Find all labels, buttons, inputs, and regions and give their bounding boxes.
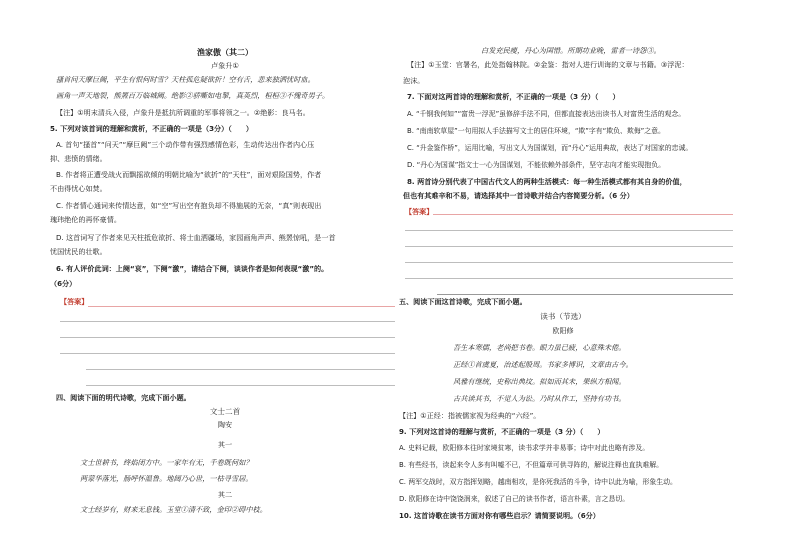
poem3-line: 吾生本寒儒，老尚把书卷。眼力虽已疲，心意殊未倦。 [453, 343, 626, 352]
answer-line[interactable] [405, 246, 733, 247]
note-3: 【注】①正经：指被儒家视为经典的“六经”。 [399, 411, 541, 420]
section-4-heading: 四、阅读下面的明代诗歌，完成下面小题。 [56, 393, 191, 402]
answer-line[interactable] [405, 278, 733, 279]
q5-option: C. 作者情心通词来传情达意，如“空”写出空有抱负却不得施展的无奈，“真”则表现出 [56, 201, 322, 210]
poem2-line: 文士世耕书，终焰闭方中。一家年有无，千卷既何如？ [80, 458, 253, 467]
answer-line[interactable] [86, 369, 395, 370]
question-6: 6. 有人评价此词：上阕“哀”，下阕“激”，请结合下阕，谈谈作者是如何表现“激”的。 [56, 264, 329, 273]
answer-line[interactable] [405, 230, 733, 231]
poem2-subtitle-2: 其二 [217, 490, 233, 499]
note-2: 【注】①玉堂：官署名，此处指翰林院。②金鉴：指对人进行训诲的文章与书籍。③浮泥： [407, 60, 689, 69]
q5-option: D. 这首词写了作者来见天柱抵危欲折、将士血洒疆场，家园画角声声、熊罴惊吼，是一首 [56, 233, 336, 242]
poem2-title: 文士二首 [209, 407, 241, 416]
answer-underline [88, 306, 395, 307]
q5-option: B. 作者将正遭受战火而飘摇欲倾的明朝比喻为“欲折”的“天柱”，面对艰险国势，作者 [56, 170, 322, 179]
q7-option: D. “丹心为国谋”指文士一心为国谋划，不能依赖外部条件，坚守志向才能实现抱负。 [407, 161, 665, 169]
answer-line[interactable] [60, 353, 395, 354]
q9-option: B. 有些经书，读起来令人多有叫嘘不已，不但篇章可供寻阵的，解说注释也直执难解。 [399, 461, 664, 469]
question-10: 10. 这首诗歌在读书方面对你有哪些启示？请简要说明。（6分） [399, 511, 600, 520]
answer-label: 【答案】 [60, 297, 89, 306]
question-8: 8. 两首诗分别代表了中国古代文人的两种生活模式：每一种生活模式都有其自身的价值， [407, 177, 687, 186]
q5-option: A. 首句“搔首”“问天”“摩巨阙”三个动作带有强烈感情色彩，生动传达出作者内心压 [56, 140, 315, 149]
question-5: 5. 下列对该首词的理解和赏析，不正确的一项是（3分）（ ） [50, 124, 254, 133]
answer-line[interactable] [437, 294, 733, 295]
q7-option: B. “南南软草屋”一句用拟人手法描写文士的居住环境，“欺”字有“欺负、欺侮”之意。 [407, 127, 665, 135]
poem3-line: 风雅有继统，史称出典坟。拟如而其未，果纵方相闻。 [453, 377, 626, 386]
poem2-line: 文士经岁有，财来无息钱。玉堂①清不致，金印②碍中枝。 [80, 505, 267, 514]
question-7: 7. 下面对这两首诗的理解和赏析，不正确的一项是（3 分）（ ） [407, 92, 620, 101]
q5-option: 不由得忧心如焚。 [50, 184, 107, 193]
note-1: 【注】①明末清兵入侵，卢象升是抵抗所调重的军事将领之一。②绝影：良马名。 [56, 108, 310, 117]
poem-top-line: 白发充民瘦，丹心为国惜。所期功业晚，雷者一诗怨③。 [481, 46, 661, 55]
poem3-title: 读书（节选） [540, 312, 586, 321]
poem1-line: 搔首问天摩巨阙，平生有恨何时雪？天柱孤危疑欲折！空有舌，悲来独洒忧时血。 [56, 75, 315, 84]
question-6-score: （6分） [50, 279, 77, 288]
answer-line[interactable] [86, 385, 395, 386]
q5-option: 忧国忧民的壮歌。 [50, 247, 107, 256]
answer-label: 【答案】 [405, 207, 434, 216]
q7-option: A. “千钢我何如”“富贵一浮泥”虽修辞手法不同，但都直接表达出读书人对富贵生活的观念。 [407, 110, 686, 118]
poem1-line: 画角一声天地裂，熊罴百万临城阙。绝影②骄嘶如电掣，真英烈，桓桓③不愧奇男子。 [56, 91, 330, 100]
note-2-cont: 泡沫。 [403, 76, 425, 85]
q9-option: A. 史料记载，欧阳修本往时家境贫寒，读书求学并非易事；诗中对此也略有涉及。 [399, 444, 650, 452]
answer-underline [433, 214, 733, 215]
poem1-author: 卢象升① [211, 61, 239, 70]
q5-option: 瑰玮绝伦的再怀豪情。 [50, 215, 121, 224]
question-8-cont: 但也有其难辛和不易，请选择其中一首诗歌并结合内容简要分析。（6 分） [403, 191, 634, 200]
q7-option: C. “升金鉴作桥”，运用比喻，写出文人为国谋划，而“丹心”运用典故，表达了对国家的忠诚。 [407, 144, 693, 152]
poem3-author: 欧阳修 [552, 326, 574, 335]
poem3-line: 古共读其书，不觉人为讼。乃时从作工，坚持有功书。 [453, 394, 626, 403]
answer-line[interactable] [60, 321, 395, 322]
poem3-line: 正经①首虞夏，治述起殷周。书家多博识，文章由古今。 [453, 360, 633, 369]
q5-option: 抑、悲愤的情绪。 [50, 154, 107, 163]
poem1-title: 渔家傲（其二） [197, 48, 253, 57]
q9-option: C. 两军交战时，双方指挥划略，越南相攻，是你死我活的斗争，诗中以此为喻，形象生动。 [399, 478, 677, 486]
question-9: 9. 下列对这首诗的理解与赏析，不正确的一项是（3 分）（ ） [399, 427, 605, 436]
poem2-subtitle-1: 其一 [217, 440, 233, 449]
q9-option: D. 欧阳修在诗中饶饶润来，叙述了自己的读书作者，语言朴素，言之恳切。 [399, 495, 630, 503]
poem2-line: 两蒙华落光，肠呼怀温鲁。地阔乃心世，一枯寻雪居。 [80, 474, 253, 483]
answer-line[interactable] [405, 262, 733, 263]
poem2-author: 陶安 [217, 420, 233, 429]
answer-line[interactable] [60, 337, 395, 338]
section-5-heading: 五、阅读下面这首诗歌，完成下面小题。 [399, 297, 527, 306]
